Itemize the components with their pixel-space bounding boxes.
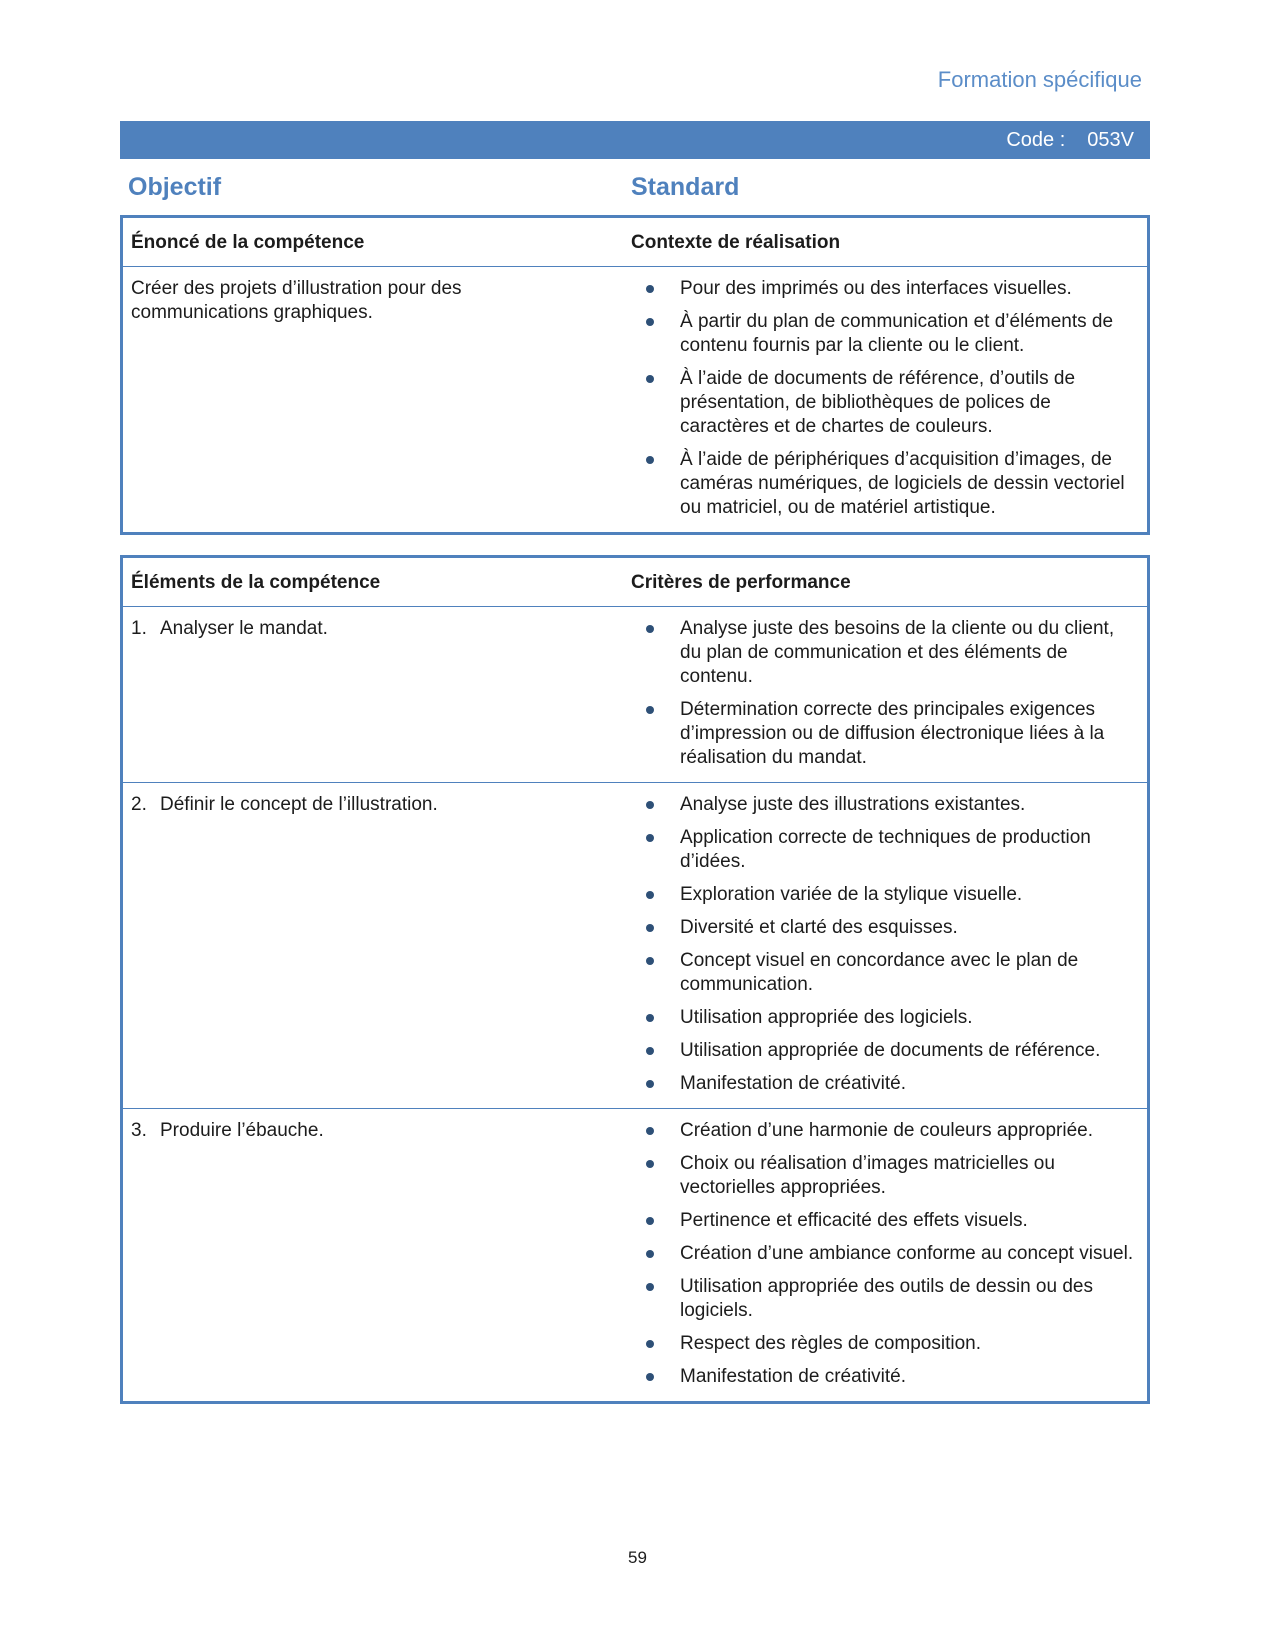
element-number: 1. <box>131 618 147 639</box>
bullet-text: Pour des imprimés ou des interfaces visuelles. <box>680 278 1072 299</box>
bullet-dot-icon <box>646 1373 654 1381</box>
bullet-dot-icon <box>646 891 654 899</box>
list-item <box>631 949 1137 997</box>
bullet-dot-icon <box>646 1014 654 1022</box>
bullet-text: Exploration variée de la stylique visuelle. <box>680 884 1023 905</box>
bullet-dot-icon <box>646 1250 654 1258</box>
criteria-cell <box>631 1109 1147 1401</box>
bullet-dot-icon <box>646 1047 654 1055</box>
table2-header-right: Critères de performance <box>631 572 851 593</box>
criteria-bullet-list <box>631 617 1137 770</box>
bullet-text: À l’aide de documents de référence, d’outils de présentation, de bibliothèques de polices de caractères et de chartes de couleurs. <box>680 368 1076 437</box>
page-content <box>120 0 1150 1404</box>
bullet-dot-icon <box>646 375 654 383</box>
element-number: 2. <box>131 794 147 815</box>
list-item <box>631 1039 1137 1063</box>
element-text: Produire l’ébauche. <box>160 1120 324 1141</box>
competence-statement-text: Créer des projets d’illustration pour des communications graphiques. <box>131 278 462 323</box>
table-row <box>123 782 1147 1108</box>
list-item <box>631 448 1137 520</box>
context-bullet-list <box>631 277 1137 520</box>
bullet-dot-icon <box>646 1080 654 1088</box>
list-item <box>631 883 1137 907</box>
list-item <box>631 1072 1137 1096</box>
list-item <box>631 1242 1137 1266</box>
bullet-text: Manifestation de créativité. <box>680 1366 907 1387</box>
bullet-dot-icon <box>646 1340 654 1348</box>
element-cell <box>123 607 631 782</box>
list-item <box>631 1119 1137 1143</box>
bullet-dot-icon <box>646 706 654 714</box>
bullet-text: Utilisation appropriée des logiciels. <box>680 1007 973 1028</box>
code-value: 053V <box>1087 129 1134 151</box>
table1-header-right: Contexte de réalisation <box>631 232 841 253</box>
table1-header-left: Énoncé de la compétence <box>131 232 365 253</box>
bullet-dot-icon <box>646 1160 654 1168</box>
criteria-cell <box>631 783 1147 1108</box>
bullet-dot-icon <box>646 1127 654 1135</box>
list-item <box>631 277 1137 301</box>
section-header-label: Formation spécifique <box>937 67 1142 92</box>
standard-title: Standard <box>631 173 740 201</box>
table2-header-left: Éléments de la compétence <box>131 572 381 593</box>
bullet-dot-icon <box>646 1283 654 1291</box>
bullet-text: Utilisation appropriée des outils de dessin ou des logiciels. <box>680 1276 1093 1321</box>
bullet-text: Utilisation appropriée de documents de référence. <box>680 1040 1101 1061</box>
code-bar <box>120 121 1150 159</box>
bullet-dot-icon <box>646 957 654 965</box>
bullet-text: Manifestation de créativité. <box>680 1073 907 1094</box>
table-row <box>123 267 1147 532</box>
bullet-text: Création d’une ambiance conforme au concept visuel. <box>680 1243 1134 1264</box>
list-item <box>631 1209 1137 1233</box>
bullet-text: Analyse juste des besoins de la cliente ou du client, du plan de communication et des éléments de contenu. <box>680 618 1115 687</box>
bullet-text: Application correcte de techniques de production d’idées. <box>680 827 1091 872</box>
list-item <box>631 1275 1137 1323</box>
criteria-bullet-list <box>631 1119 1137 1389</box>
competence-elements-table <box>120 555 1150 1404</box>
bullet-text: Choix ou réalisation d’images matricielles ou vectorielles appropriées. <box>680 1153 1055 1198</box>
list-item <box>631 617 1137 689</box>
bullet-text: Pertinence et efficacité des effets visuels. <box>680 1210 1028 1231</box>
bullet-dot-icon <box>646 318 654 326</box>
bullet-dot-icon <box>646 1217 654 1225</box>
table-row <box>123 1108 1147 1401</box>
page-number: 59 <box>628 1548 647 1567</box>
bullet-dot-icon <box>646 801 654 809</box>
list-item <box>631 698 1137 770</box>
list-item <box>631 793 1137 817</box>
bullet-text: Création d’une harmonie de couleurs appropriée. <box>680 1120 1093 1141</box>
bullet-text: Détermination correcte des principales exigences d’impression ou de diffusion électronique liées à la réalisation du mandat. <box>680 699 1105 768</box>
bullet-dot-icon <box>646 456 654 464</box>
context-cell <box>631 267 1147 532</box>
bullet-dot-icon <box>646 285 654 293</box>
list-item <box>631 310 1137 358</box>
bullet-text: Respect des règles de composition. <box>680 1333 981 1354</box>
bullet-dot-icon <box>646 625 654 633</box>
element-number: 3. <box>131 1120 147 1141</box>
table-row <box>123 607 1147 782</box>
bullet-dot-icon <box>646 834 654 842</box>
list-item <box>631 1006 1137 1030</box>
competence-statement-table <box>120 215 1150 535</box>
element-cell <box>123 1109 631 1401</box>
element-text: Analyser le mandat. <box>160 618 328 639</box>
bullet-text: Diversité et clarté des esquisses. <box>680 917 958 938</box>
element-text: Définir le concept de l’illustration. <box>160 794 438 815</box>
column-titles <box>120 172 1150 202</box>
criteria-bullet-list <box>631 793 1137 1096</box>
bullet-text: À partir du plan de communication et d’éléments de contenu fournis par la cliente ou le client. <box>680 311 1114 356</box>
bullet-text: Analyse juste des illustrations existantes. <box>680 794 1026 815</box>
list-item <box>631 916 1137 940</box>
code-label: Code : <box>1006 129 1066 151</box>
table2-header-row <box>123 558 1147 607</box>
list-item <box>631 367 1137 439</box>
list-item <box>631 826 1137 874</box>
element-cell <box>123 783 631 1108</box>
table1-header-row <box>123 218 1147 267</box>
list-item <box>631 1365 1137 1389</box>
bullet-dot-icon <box>646 924 654 932</box>
list-item <box>631 1152 1137 1200</box>
objectif-title: Objectif <box>128 173 222 201</box>
competence-statement-cell <box>123 267 631 532</box>
criteria-cell <box>631 607 1147 782</box>
list-item <box>631 1332 1137 1356</box>
bullet-text: À l’aide de périphériques d’acquisition d’images, de caméras numériques, de logiciels de dessin vectoriel ou matriciel, ou de matériel artistique. <box>680 449 1125 518</box>
bullet-text: Concept visuel en concordance avec le plan de communication. <box>680 950 1079 995</box>
